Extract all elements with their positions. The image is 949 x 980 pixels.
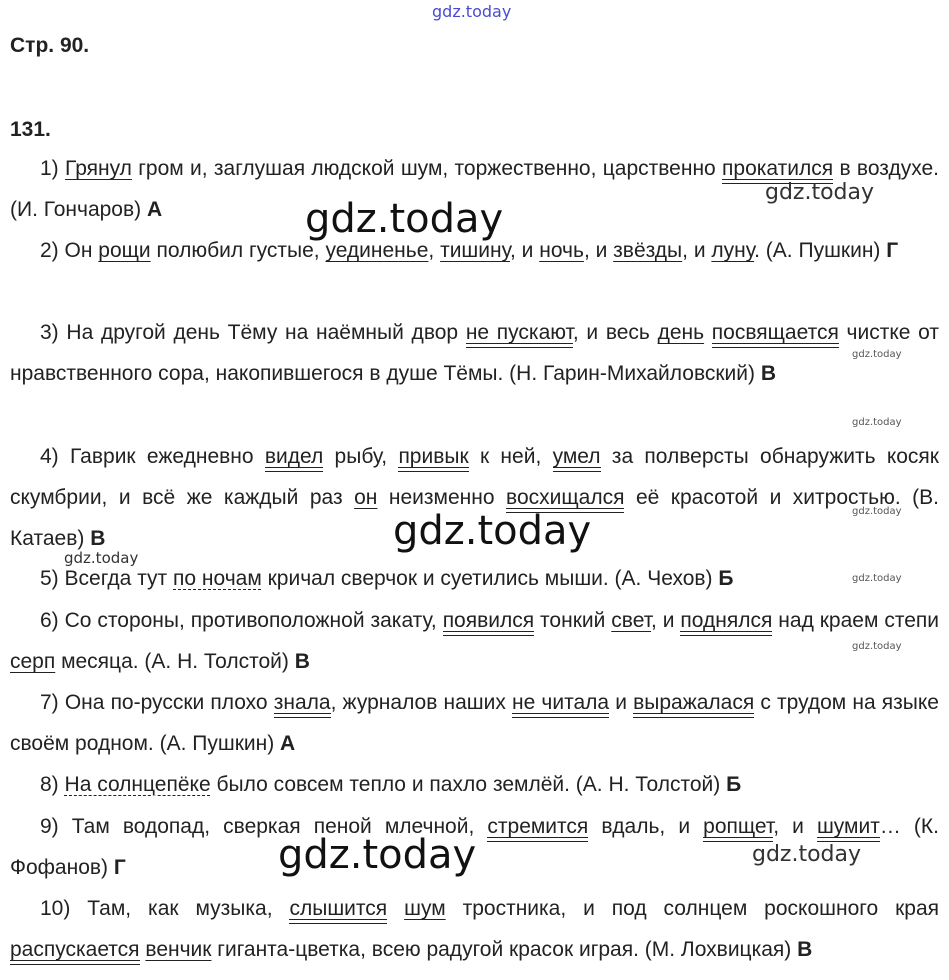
answer-letter: Б [726, 773, 742, 796]
sentence-6 [10, 600, 939, 682]
text-run: за полверсты обнаружить косяк скумбрии, и всё же каждый раз [10, 445, 939, 509]
item-number: 10) [40, 897, 71, 920]
sentence-10 [10, 888, 939, 970]
text-run: Со стороны, противоположной закату, [58, 609, 443, 632]
predicate: не пускают [466, 321, 573, 350]
item-number: 2) [40, 239, 59, 262]
sentence-5 [10, 558, 939, 599]
predicate: слышится [289, 897, 387, 926]
text-run: её красотой и хитростью. (В. Катаев) [10, 486, 939, 550]
predicate: стремится [487, 815, 588, 844]
watermark-medium: gdz.today [752, 842, 862, 867]
text-run: Там, как музыка, [70, 897, 290, 920]
subject: рощи [98, 239, 151, 262]
subject: звёзды [613, 239, 683, 262]
item-number: 7) [40, 691, 59, 714]
text-run: вдаль, и [588, 815, 704, 838]
text-run: было совсем тепло и пахло землёй. (А. Н. Толстой) [210, 773, 727, 796]
text-run: к ней, [468, 445, 553, 468]
watermark-small: gdz.today [852, 417, 902, 428]
text-run: кричал сверчок и суетились мыши. (А. Чехов) [261, 567, 719, 590]
sentence-8 [10, 764, 939, 805]
watermark-small: gdz.today [852, 349, 902, 360]
text-run: , журналов наших [330, 691, 513, 714]
watermark-small: gdz.today [852, 573, 902, 584]
subject: венчик [145, 938, 212, 961]
predicate: распускается [10, 938, 140, 967]
answer-letter: В [90, 527, 106, 550]
text-run: рыбу, [323, 445, 399, 468]
text-run: , и [682, 239, 712, 262]
answer-letter: Г [886, 239, 899, 262]
text-run: . (А. Пушкин) [754, 239, 887, 262]
predicate: видел [265, 445, 323, 474]
watermark-large: gdz.today [393, 508, 592, 554]
text-run: чистке от нравственного сора, накопившегося в душе Тёмы. (Н. Гарин-Михайловский) [10, 321, 939, 385]
adverbial: На солнцепёке [64, 773, 211, 796]
text-run [387, 897, 404, 920]
answer-letter: В [294, 650, 310, 673]
text-run: , и [651, 609, 681, 632]
item-number: 9) [40, 815, 59, 838]
answer-letter: В [797, 938, 813, 961]
text-run: неизменно [377, 486, 507, 509]
text-run: в воздухе. (И. Гончаров) [10, 157, 939, 221]
predicate: привык [398, 445, 468, 474]
answer-letter: А [280, 732, 296, 755]
text-run: Он [58, 239, 99, 262]
text-run: Она по-русски плохо [58, 691, 274, 714]
text-run: гиганта-цветка, всею радугой красок играя. (М. Лохвицкая) [211, 938, 798, 961]
answer-letter: Г [113, 856, 126, 879]
predicate: шумит [817, 815, 880, 844]
predicate: не читала [512, 691, 609, 720]
adverbial: по ночам [173, 567, 262, 590]
text-run: тростника, и под солнцем роскошного края [445, 897, 939, 920]
text-run: , [428, 239, 441, 262]
text-run: , и [583, 239, 614, 262]
answer-letter: В [760, 362, 777, 385]
predicate: выражалася [633, 691, 754, 720]
subject: луну [711, 239, 755, 262]
subject: свет [611, 609, 651, 632]
watermark-small: gdz.today [852, 641, 902, 652]
subject: тишину [440, 239, 510, 262]
exercise-number: 131. [10, 118, 51, 141]
item-number: 8) [40, 773, 59, 796]
text-run: , и [510, 239, 540, 262]
text-run: и [609, 691, 634, 714]
text-run: с трудом на языке своём родном. (А. Пушкин) [10, 691, 939, 755]
predicate: появился [443, 609, 534, 638]
item-number: 5) [40, 567, 59, 590]
subject: шум [404, 897, 446, 920]
watermark-top: gdz.today [432, 2, 512, 21]
predicate: Грянул [65, 157, 132, 180]
text-run: , и [773, 815, 817, 838]
predicate: умел [553, 445, 601, 474]
answer-letter: А [146, 198, 163, 221]
text-run: месяца. (А. Н. Толстой) [55, 650, 295, 673]
text-run [704, 321, 712, 344]
watermark-medium: gdz.today [765, 180, 875, 205]
watermark-small: gdz.today [64, 549, 139, 567]
subject: день [657, 321, 705, 344]
predicate: восхищался [506, 486, 624, 515]
text-run: На другой день Тёму на наёмный двор [58, 321, 466, 344]
watermark-small: gdz.today [852, 506, 902, 517]
predicate: посвящается [712, 321, 839, 350]
subject: серп [10, 650, 56, 673]
page-label: Стр. 90. [10, 34, 90, 57]
text-run: тонкий [534, 609, 612, 632]
subject: ночь [539, 239, 584, 262]
sentence-3 [10, 312, 939, 394]
text-run: , и весь [572, 321, 658, 344]
item-number: 3) [40, 321, 59, 344]
answer-letter: Б [718, 567, 734, 590]
subject: он [354, 486, 378, 509]
text-run: Всегда тут [58, 567, 173, 590]
predicate: поднялся [680, 609, 772, 638]
item-number: 4) [40, 445, 59, 468]
text-run: гром и, заглушая людской шум, торжественно, царственно [131, 157, 723, 180]
text-run: над краем степи [772, 609, 939, 632]
text-run: полюбил густые, [150, 239, 326, 262]
predicate: прокатился [722, 157, 833, 186]
watermark-large: gdz.today [305, 196, 504, 242]
predicate: знала [274, 691, 331, 720]
sentence-7 [10, 682, 939, 764]
subject: уединенье [325, 239, 429, 262]
watermark-large: gdz.today [278, 832, 477, 878]
text-run: … (К. Фофанов) [10, 815, 939, 879]
predicate: ропщет [703, 815, 773, 844]
item-number: 6) [40, 609, 59, 632]
text-run: Гаврик ежедневно [58, 445, 265, 468]
item-number: 1) [40, 157, 59, 180]
text-run: Там водопад, сверкая пеной млечной, [58, 815, 488, 838]
